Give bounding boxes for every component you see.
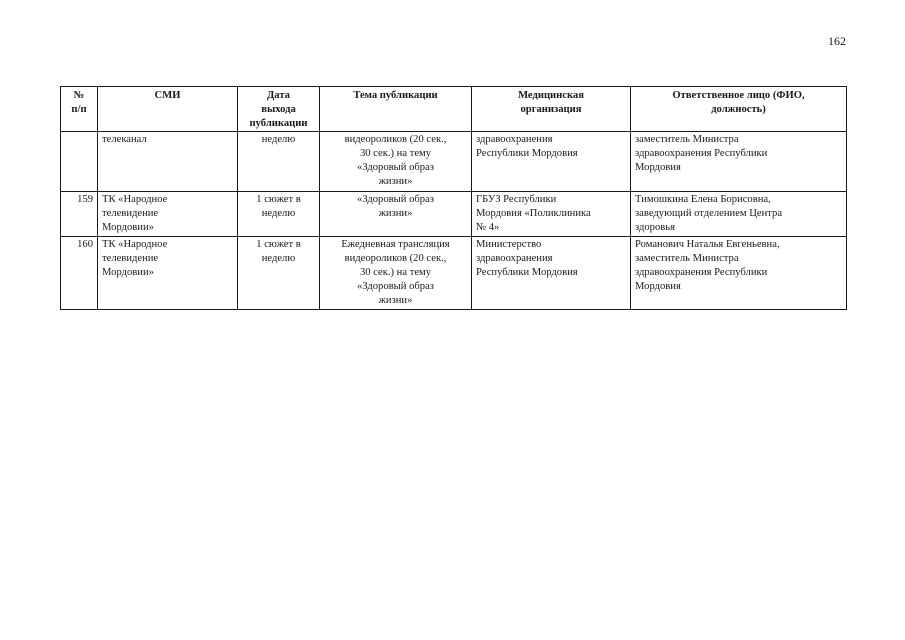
row-media: телеканал [98, 132, 238, 192]
row-topic: «Здоровый образ жизни» [320, 192, 472, 237]
row-organization: здравоохранения Республики Мордовия [472, 132, 631, 192]
publications-table [60, 86, 847, 310]
row-media: ТК «Народное телевидение Мордовии» [98, 237, 238, 310]
row-organization: Министерство здравоохранения Республики Мордовия [472, 237, 631, 310]
row-media: ТК «Народное телевидение Мордовии» [98, 192, 238, 237]
table-row [61, 132, 847, 192]
header-medical-organization: Медицинская организация [472, 87, 631, 132]
header-publication-topic: Тема публикации [320, 87, 472, 132]
header-publication-date: Дата выхода публикации [238, 87, 320, 132]
row-topic: видеороликов (20 сек., 30 сек.) на тему «Здоровый образ жизни» [320, 132, 472, 192]
page-number: 162 [828, 34, 846, 48]
row-date: 1 сюжет в неделю [238, 192, 320, 237]
row-date: 1 сюжет в неделю [238, 237, 320, 310]
row-person: заместитель Министра здравоохранения Республики Мордовия [631, 132, 847, 192]
table-row [61, 192, 847, 237]
row-number [61, 132, 98, 192]
row-date: неделю [238, 132, 320, 192]
table-row [61, 237, 847, 310]
row-topic: Ежедневная трансляция видеороликов (20 сек., 30 сек.) на тему «Здоровый образ жизни» [320, 237, 472, 310]
table-header-row [61, 87, 847, 132]
header-media: СМИ [98, 87, 238, 132]
row-person: Романович Наталья Евгеньевна, заместитель Министра здравоохранения Республики Мордовия [631, 237, 847, 310]
header-responsible-person: Ответственное лицо (ФИО, должность) [631, 87, 847, 132]
row-person: Тимошкина Елена Борисовна, заведующий отделением Центра здоровья [631, 192, 847, 237]
row-organization: ГБУЗ Республики Мордовия «Поликлиника № 4» [472, 192, 631, 237]
row-number: 160 [61, 237, 98, 310]
row-number: 159 [61, 192, 98, 237]
header-number: № п/п [61, 87, 98, 132]
